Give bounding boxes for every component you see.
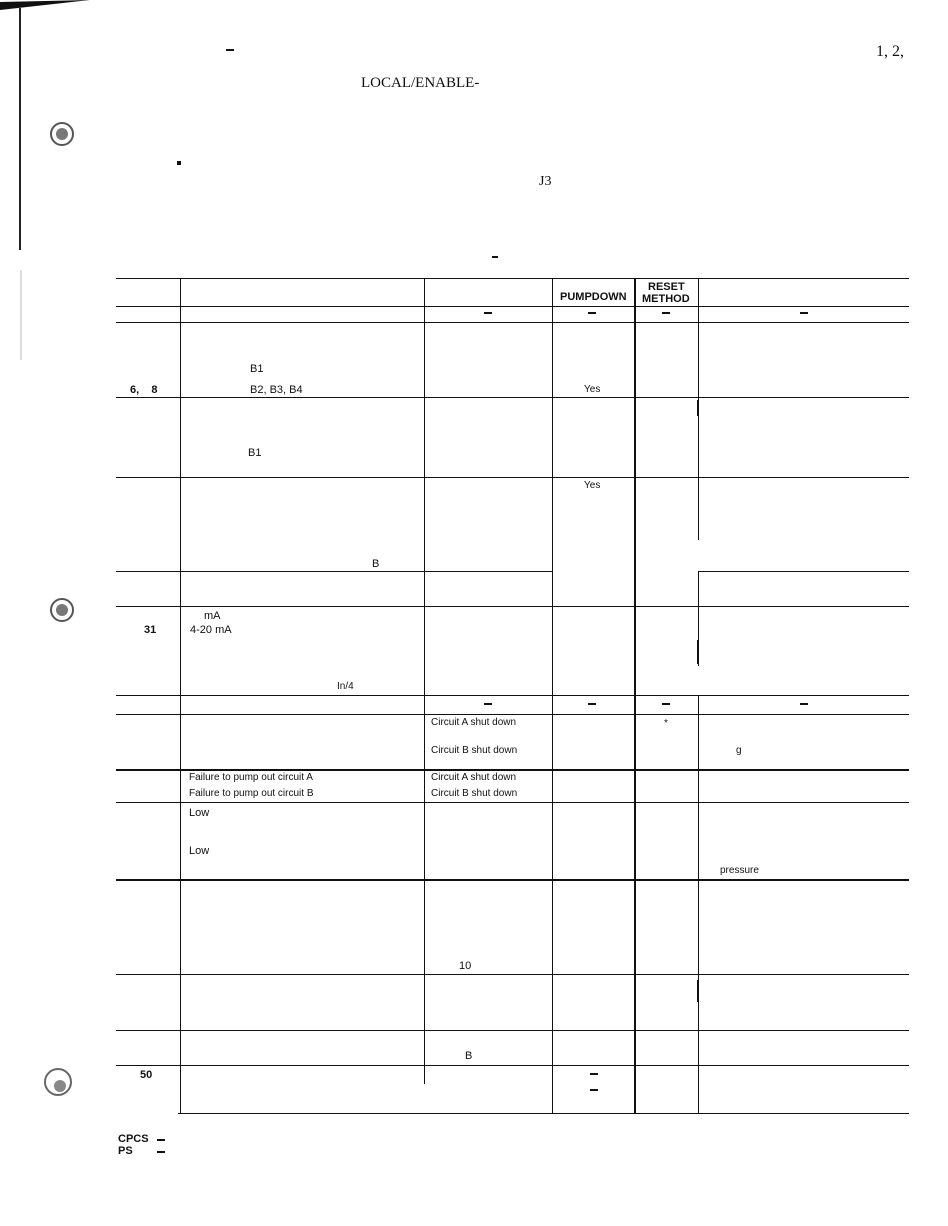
dash-mark bbox=[590, 1089, 598, 1091]
action-text: Circuit A shut down bbox=[431, 772, 517, 783]
table-rule bbox=[116, 1065, 909, 1066]
table-rule bbox=[116, 879, 909, 881]
dash-mark bbox=[484, 312, 492, 314]
reset-glyph: g bbox=[736, 745, 742, 756]
dash-mark bbox=[484, 703, 492, 705]
table-rule bbox=[116, 802, 909, 803]
remark-text: pressure bbox=[720, 865, 759, 876]
top-edge-mark bbox=[0, 0, 100, 12]
fault-description: Low bbox=[189, 807, 210, 819]
binder-hole-icon bbox=[40, 114, 80, 154]
legend-abbreviation: PS bbox=[118, 1145, 133, 1157]
board-label: B1 bbox=[250, 363, 264, 375]
column-header-reset: RESET bbox=[648, 281, 685, 293]
table-rule bbox=[116, 606, 909, 607]
table-rule bbox=[116, 769, 909, 771]
dash-mark bbox=[157, 1151, 165, 1153]
unit-label: mA bbox=[204, 610, 221, 622]
table-rule bbox=[697, 980, 698, 1002]
circuit-label: B bbox=[465, 1050, 473, 1062]
binder-hole-icon bbox=[40, 590, 80, 630]
dash-mark bbox=[588, 312, 596, 314]
table-rule bbox=[552, 278, 553, 1114]
jumper-reference: J3 bbox=[539, 174, 552, 189]
column-header-pumpdown: PUMPDOWN bbox=[560, 291, 627, 303]
action-text: Circuit B shut down bbox=[431, 788, 518, 799]
alarm-code: 31 bbox=[144, 624, 157, 636]
ratio-label: In/4 bbox=[337, 681, 354, 692]
table-rule bbox=[698, 695, 699, 1114]
table-rule bbox=[116, 974, 909, 975]
table-rule bbox=[180, 278, 181, 1114]
alarm-code: 6, 8 bbox=[130, 384, 158, 396]
table-rule bbox=[116, 695, 909, 696]
column-header-method: METHOD bbox=[642, 293, 690, 305]
table-rule bbox=[424, 278, 425, 1084]
binder-hole-icon bbox=[36, 1060, 80, 1108]
table-rule bbox=[116, 571, 553, 572]
dash-mark bbox=[590, 1073, 598, 1075]
table-rule bbox=[178, 1113, 909, 1114]
pumpdown-value: Yes bbox=[584, 480, 601, 491]
reset-mark: * bbox=[664, 718, 668, 729]
dash-mark bbox=[157, 1139, 165, 1141]
table-rule bbox=[116, 278, 909, 279]
action-text: Circuit A shut down bbox=[431, 717, 517, 728]
table-rule bbox=[116, 397, 909, 398]
dash-mark bbox=[662, 703, 670, 705]
table-rule bbox=[116, 322, 909, 323]
action-text: Circuit B shut down bbox=[431, 745, 518, 756]
table-rule bbox=[634, 278, 636, 1114]
dash-mark bbox=[226, 49, 234, 51]
fault-description: Failure to pump out circuit A bbox=[189, 772, 313, 783]
dash-mark bbox=[662, 312, 670, 314]
dash-mark bbox=[492, 256, 498, 258]
dash-mark bbox=[800, 312, 808, 314]
numeric-value: 10 bbox=[459, 960, 472, 972]
table-rule bbox=[698, 571, 909, 572]
fault-description: Failure to pump out circuit B bbox=[189, 788, 314, 799]
table-rule bbox=[698, 571, 699, 666]
binding-edge bbox=[0, 0, 22, 1226]
signal-range: 4-20 mA bbox=[190, 624, 232, 636]
table-rule bbox=[116, 306, 909, 307]
table-rule bbox=[697, 640, 698, 664]
pumpdown-value: Yes bbox=[584, 384, 601, 395]
legend-abbreviation: CPCS bbox=[118, 1133, 149, 1145]
table-rule bbox=[116, 477, 909, 478]
dash-mark bbox=[588, 703, 596, 705]
mode-label: LOCAL/ENABLE- bbox=[361, 75, 480, 91]
dash-mark bbox=[800, 703, 808, 705]
board-label: B2, B3, B4 bbox=[250, 384, 303, 396]
circuit-label: B bbox=[372, 558, 380, 570]
bullet-mark bbox=[177, 161, 181, 165]
fault-description: Low bbox=[189, 845, 210, 857]
table-rule bbox=[116, 1030, 909, 1031]
page-reference: 1, 2, bbox=[876, 43, 904, 60]
alarm-code: 50 bbox=[140, 1069, 153, 1081]
board-label: B1 bbox=[248, 447, 262, 459]
table-rule bbox=[697, 400, 699, 416]
table-rule bbox=[116, 714, 909, 715]
